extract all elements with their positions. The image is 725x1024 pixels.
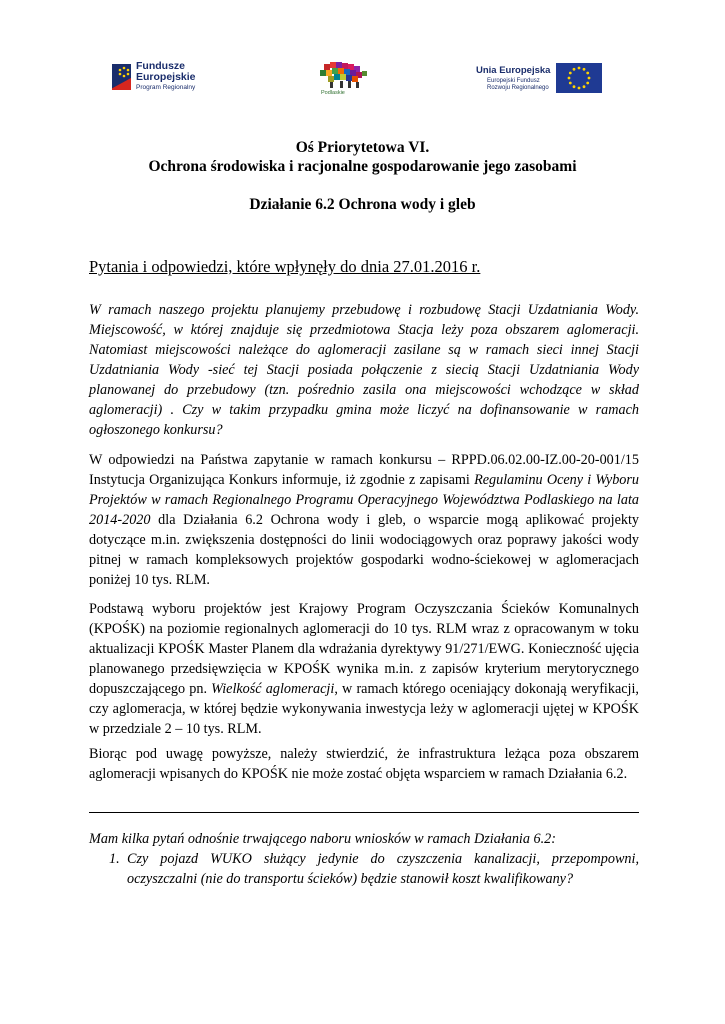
priority-axis-subtitle: Ochrona środowiska i racjonalne gospodarowanie jego zasobami xyxy=(148,158,577,175)
unia-europejska-logo xyxy=(476,63,606,95)
fundusze-europejskie-emblem-icon xyxy=(109,60,133,92)
answer-2-text-b: , w ramach którego oceniający dokonają weryfikacji, czy aglomeracja, w której będzie wykonywania inwestycja leży w aglomeracji ujętej w KPOŚK w przedziale 2 – 10 tys. RLM. xyxy=(89,681,639,737)
criterion-name: Wielkość aglomeracji xyxy=(211,681,335,697)
podlaskie-logo xyxy=(314,60,374,100)
answer-1-text-a: W odpowiedzi na Państwa zapytanie w ramach konkursu – RPPD.06.02.00-IZ.00-20-001/15 Instytucja Organizująca Konkurs informuje, iż zgodnie z zapisami xyxy=(89,452,639,488)
answer-paragraph-1 xyxy=(89,450,639,590)
list-item-number: 1. xyxy=(109,851,120,867)
section-divider xyxy=(89,812,639,813)
answer-paragraph-2 xyxy=(89,599,639,739)
answer-2-text-a: Podstawą wyboru projektów jest Krajowy Program Oczyszczania Ścieków Komunalnych (KPOŚK) na poziomie regionalnych aglomeracji do 10 tys. RLM wraz z opracowanym w toku aktualizacji KPOŚK Master Planem dla wdrażania dyrektywy 91/271/EWG. Konieczność ujęcia planowanego przedsięwzięcia w KPOŚK wynika m.in. z zapisów kryterium merytorycznego dopuszczającego pn. xyxy=(89,601,639,697)
question-1: W ramach naszego projektu planujemy przebudowę i rozbudowę Stacji Uzdatniania Wody. Miejscowość, w której znajduje się przedmiotowa Stacja leży poza obszarem aglomeracji. Natomiast miejscowości należące do aglomeracji zasilane są w ramach sieci innej Stacji Uzdatniania Wody -sieć tej Stacji posiada połączenie z siecią Stacji Uzdatniania Wody planowanej do przebudowy (tzn. pośrednio zasila ona miejscowości wchodzące w skład aglomeracji) . Czy w takim przypadku gmina może liczyć na dofinansowanie w ramach ogłoszonego konkursu? xyxy=(89,302,639,438)
ue-logo-line3: Rozwoju Regionalnego xyxy=(487,85,549,91)
podlaskie-logo-caption: Podlaskie xyxy=(321,90,345,96)
answer-paragraph-3: Biorąc pod uwagę powyższe, należy stwierdzić, że infrastruktura leżąca poza obszarem aglomeracji wpisanych do KPOŚK nie może zostać objęta wsparciem w ramach Działania 6.2. xyxy=(89,746,639,782)
list-item-text: Czy pojazd WUKO służący jedynie do czyszczenia kanalizacji, przepompowni, oczyszczalni (nie do transportu ścieków) będzie stanowił koszt kwalifikowany? xyxy=(127,851,639,887)
qa-section-title: Pytania i odpowiedzi, które wpłynęły do dnia 27.01.2016 r. xyxy=(89,257,481,276)
ue-logo-line2: Europejski Fundusz xyxy=(487,78,540,84)
fundusze-europejskie-logo xyxy=(109,60,219,94)
fundusze-logo-line2: Europejskie xyxy=(136,71,196,83)
question-2-intro: Mam kilka pytań odnośnie trwającego naboru wniosków w ramach Działania 6.2: xyxy=(89,831,556,847)
regulation-reference: Regulaminu Oceny i Wyboru Projektów w ramach Regionalnego Programu Operacyjnego Województwa Podlaskiego na lata 2014-2020 xyxy=(89,472,639,528)
fundusze-logo-line1: Fundusze xyxy=(136,60,185,72)
action-title: Działanie 6.2 Ochrona wody i gleb xyxy=(249,196,476,213)
fundusze-logo-line3: Program Regionalny xyxy=(136,84,196,91)
answer-1-text-b: dla Działania 6.2 Ochrona wody i gleb, o wsparcie mogą aplikować projekty dotyczące m.in. zwiększenia dostępności do linii wodociągowych oraz poprawy jakości wody pitnej w ramach kompleksowych projektów gospodarki wodno-ściekowej w aglomeracjach poniżej 10 tys. RLM. xyxy=(89,512,639,588)
priority-axis-title: Oś Priorytetowa VI. xyxy=(295,139,430,156)
bison-icon xyxy=(314,60,374,90)
ue-logo-line1: Unia Europejska xyxy=(476,65,551,76)
eu-flag-icon xyxy=(556,63,602,93)
